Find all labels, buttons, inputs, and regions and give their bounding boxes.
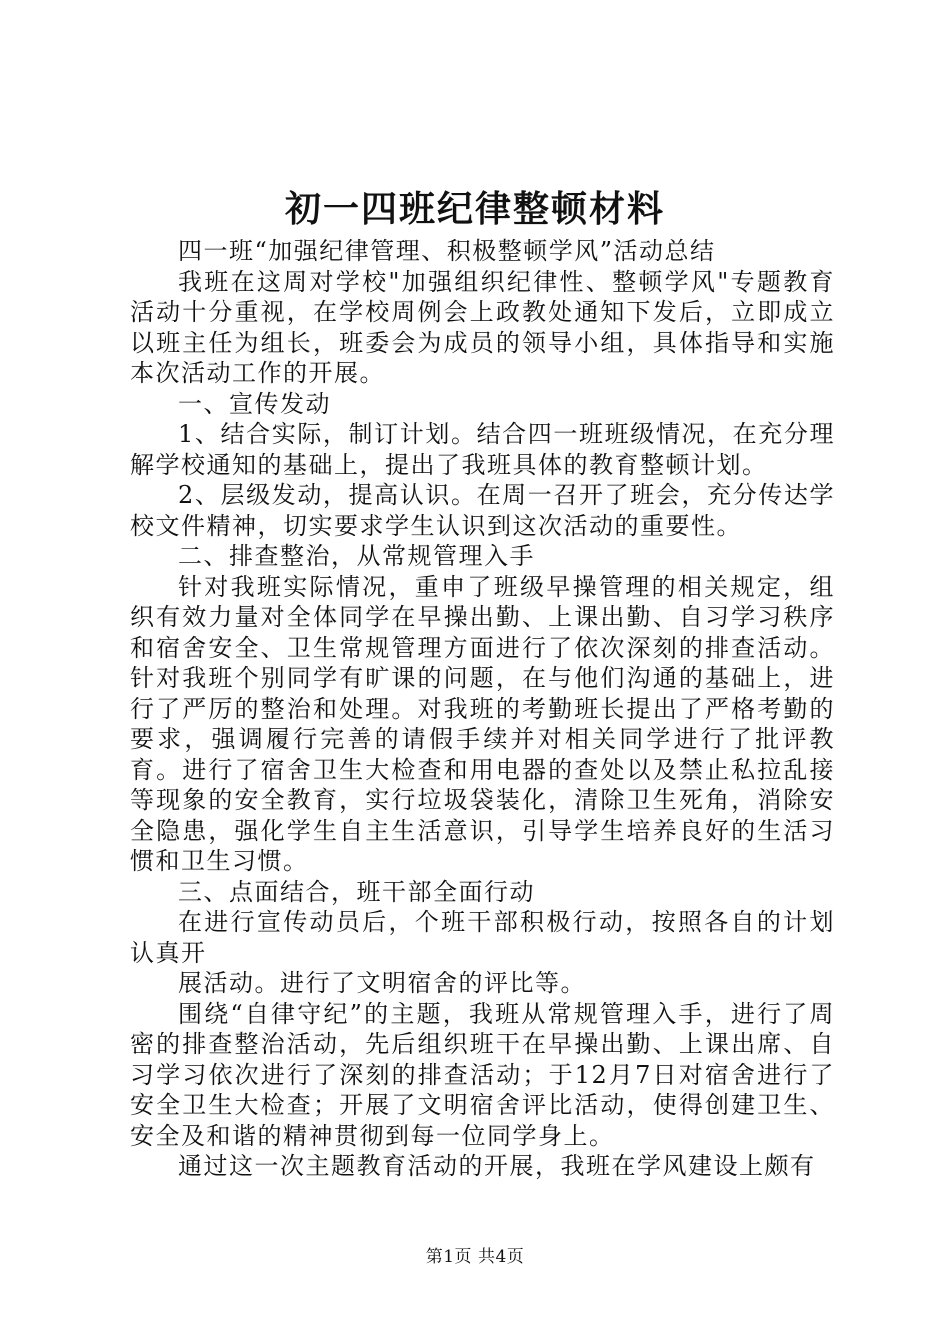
paragraph-cadre-action-continued: 展活动。进行了文明宿舍的评比等。: [178, 969, 586, 997]
section-heading-3: 三、点面结合，班干部全面行动: [178, 877, 535, 906]
section-heading-1: 一、宣传发动: [178, 389, 331, 418]
section-heading-2: 二、排查整治，从常规管理入手: [178, 542, 535, 570]
paragraph-theme: 围绕“自律守纪”的主题，我班从常规管理入手，进行了周密的排查整治活动，先后组织班干在早操出勤、上课出席、自习学习依次进行了深刻的排查活动；于12月7日对宿舍进行了安全卫生大检查；开展了文明宿舍评比活动，使得创建卫生、安全及和谐的精神贯彻到每一位同学身上。: [130, 999, 835, 1150]
paragraph-result: 通过这一次主题教育活动的开展，我班在学风建设上颇有: [178, 1152, 816, 1180]
paragraph-point-2: 2、层级发动，提高认识。在周一召开了班会，充分传达学校文件精神，切实要求学生认识到这次活动的重要性。: [130, 481, 835, 540]
paragraph-inspection: 针对我班实际情况，重申了班级早操管理的相关规定，组织有效力量对全体同学在早操出勤、上课出勤、自习学习秩序和宿舍安全、卫生常规管理方面进行了依次深刻的排查活动。针对我班个别同学有旷课的问题，在与他们沟通的基础上，进行了严厉的整治和处理。对我班的考勤班长提出了严格考勤的要求，强调履行完善的请假手续并对相关同学进行了批评教育。进行了宿舍卫生大检查和用电器的查处以及禁止私拉乱接等现象的安全教育，实行垃圾袋装化，清除卫生死角，消除安全隐患，强化学生自主生活意识，引导学生培养良好的生活习惯和卫生习惯。: [130, 572, 835, 875]
document-title: 初一四班纪律整顿材料: [284, 188, 665, 230]
paragraph-intro: 我班在这周对学校"加强组织纪律性、整顿学风"专题教育活动十分重视，在学校周例会上政教处通知下发后，立即成立以班主任为组长，班委会为成员的领导小组，具体指导和实施本次活动工作的开展。: [130, 267, 835, 387]
paragraph-subtitle: 四一班“加强纪律管理、积极整顿学风”活动总结: [178, 237, 716, 265]
page-footer: 第1页 共4页: [425, 1247, 525, 1267]
document-body: [130, 236, 835, 1182]
paragraph-point-1: 1、结合实际，制订计划。结合四一班班级情况，在充分理解学校通知的基础上，提出了我班具体的教育整顿计划。: [130, 420, 835, 479]
paragraph-cadre-action: 在进行宣传动员后，个班干部积极行动，按照各自的计划认真开: [130, 908, 835, 967]
